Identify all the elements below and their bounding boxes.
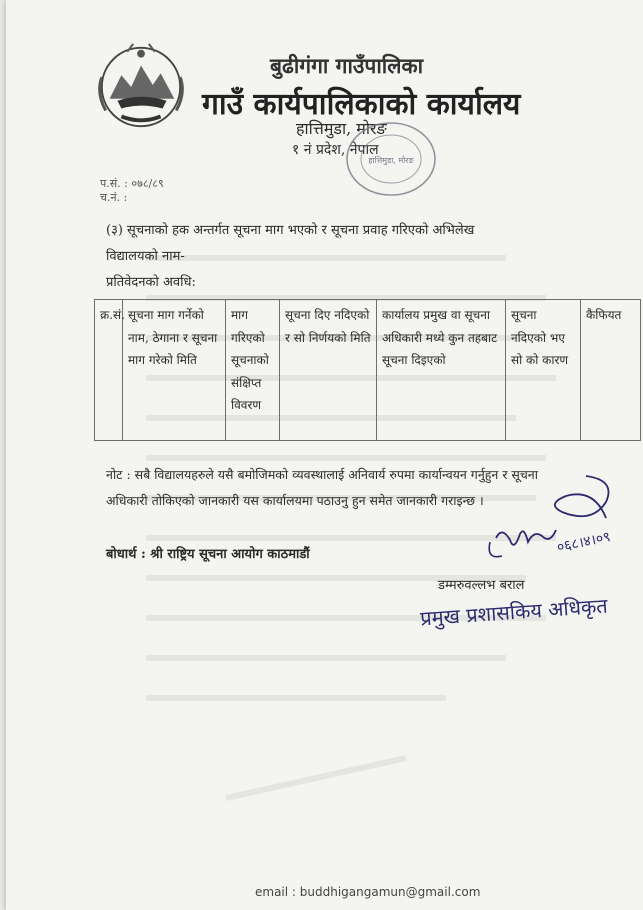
stamp-text: हात्तिमुडा, मोरङ bbox=[368, 156, 414, 165]
government-emblem-logo bbox=[92, 38, 190, 136]
municipality-name: बुढीगंगा गाउँपालिका bbox=[270, 53, 424, 78]
report-period-field: प्रतिवेदनको अवधि: bbox=[106, 275, 196, 290]
officer-title-stamp: प्रमुख प्रशासकिय अधिकृत bbox=[419, 593, 609, 631]
reference-number: प.सं. : ०७८/८९ bbox=[100, 177, 164, 190]
column-header: सूचना दिए नदिएको र सो निर्णयको मिति bbox=[280, 300, 377, 441]
office-rubber-stamp bbox=[336, 116, 446, 202]
school-name-field: विद्यालयको नाम- bbox=[106, 249, 185, 264]
column-header: क्र.सं. bbox=[95, 300, 123, 441]
officer-name: डम्मरुवल्लभ बराल bbox=[438, 578, 525, 593]
column-header: कार्यालय प्रमुख वा सूचना अधिकारी मध्ये कुन तहबाट सूचना दिइएको bbox=[377, 300, 506, 441]
note-paragraph: नोट : सबै विद्यालयहरुले यसै बमोजिमको व्यवस्थालाई अनिवार्य रुपमा कार्यान्वयन गर्नुहुन र सूचना अधिकारी तोकिएको जानकारी यस कार्यालयमा पठाउनु हुन समेत जानकारी गराइन्छ । bbox=[106, 467, 538, 508]
column-header: कैफियत bbox=[581, 300, 641, 441]
office-title: गाउँ कार्यपालिकाको कार्यालय bbox=[202, 87, 521, 122]
document-page bbox=[6, 0, 643, 910]
column-header: सूचना माग गर्नेको नाम, ठेगाना र सूचना माग गरेको मिति bbox=[123, 300, 226, 441]
signature-date: ०६८।४।०९ bbox=[555, 528, 612, 556]
cc-line: बोधार्थ : श्री राष्ट्रिय सूचना आयोग काठमाडौं bbox=[106, 547, 310, 562]
subject-line: (३) सूचनाको हक अन्तर्गत सूचना माग भएको र सूचना प्रवाह गरिएको अभिलेख bbox=[106, 223, 475, 238]
column-header: सूचना नदिएको भए सो को कारण bbox=[506, 300, 581, 441]
office-province: १ नं प्रदेश, नेपाल bbox=[292, 142, 379, 158]
handwritten-signature bbox=[466, 468, 636, 578]
footer-email: email : buddhigangamun@gmail.com bbox=[255, 885, 481, 899]
information-request-table bbox=[94, 299, 641, 441]
office-location: हात्तिमुडा, मोरङ bbox=[296, 119, 387, 138]
table-header-row bbox=[95, 300, 641, 441]
column-header: माग गरिएको सूचनाको संक्षिप्त विवरण bbox=[226, 300, 280, 441]
dispatch-number: च.नं. : bbox=[100, 191, 128, 204]
